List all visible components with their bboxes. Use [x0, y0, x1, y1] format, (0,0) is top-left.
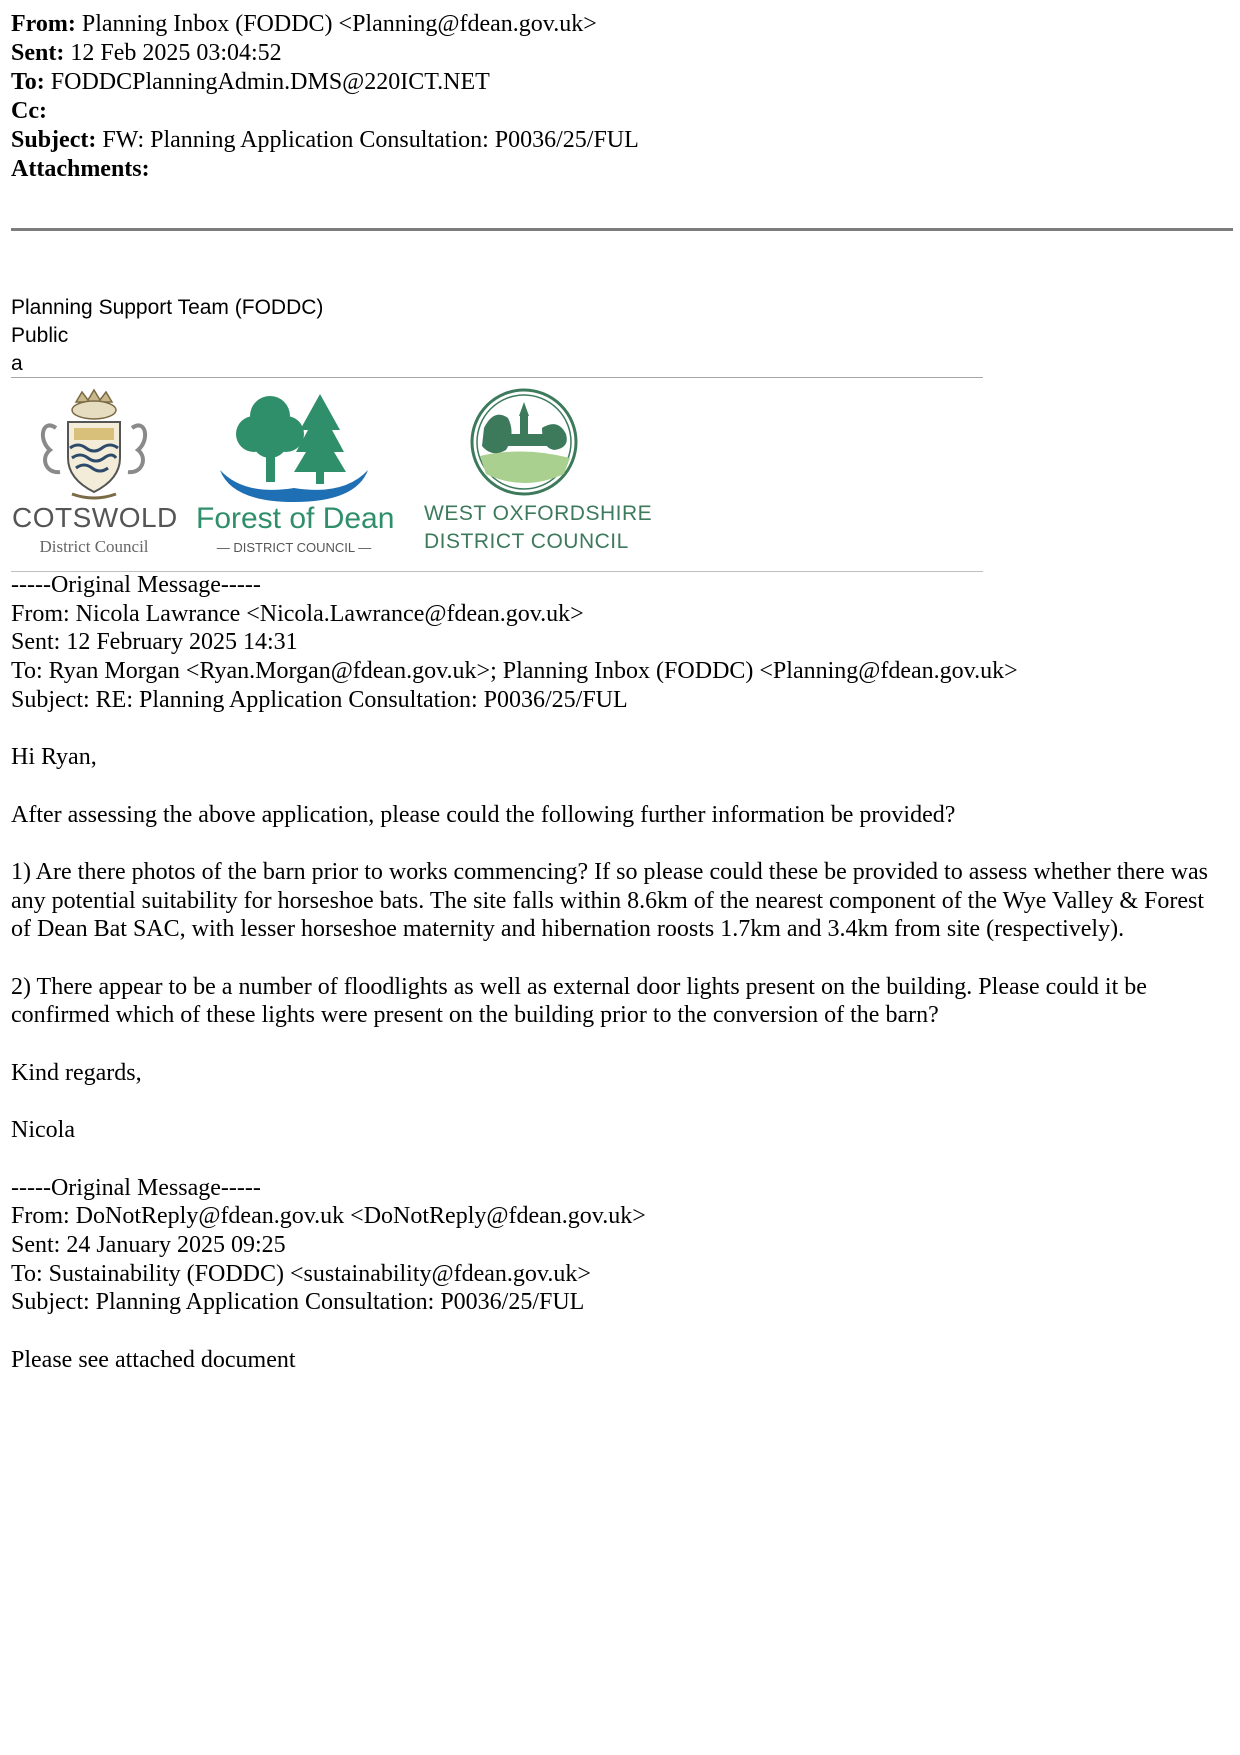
original2-subject: Subject: Planning Application Consultation: P0036/25/FUL: [11, 1289, 585, 1316]
point-two-paragraph: 2) There appear to be a number of floodlights as well as external door lights present on the building. Please could it be confirmed which of these lights were present on the building prior to the conversion of the barn?: [11, 973, 1147, 1029]
cotswold-logo: [12, 388, 176, 560]
sender-name: Nicola: [11, 1117, 75, 1144]
fod-name: Forest of Dean: [196, 502, 395, 535]
closing: Kind regards,: [11, 1059, 142, 1086]
original2-sent: Sent: 24 January 2025 09:25: [11, 1232, 286, 1259]
west-oxfordshire-logo: [424, 388, 653, 560]
cc-label: Cc:: [11, 98, 47, 124]
cotswold-name: COTSWOLD: [12, 502, 178, 533]
signature-text: [11, 294, 323, 378]
divider-dash-icon: —: [216, 540, 234, 555]
cotswold-crest-icon: [12, 388, 176, 506]
sent-row: [11, 39, 639, 68]
email-body: [11, 571, 1226, 1375]
subject-label: Subject:: [11, 127, 97, 153]
west-oxfordshire-emblem-icon: [424, 388, 624, 500]
original-message-separator: -----Original Message-----: [11, 572, 261, 598]
classification-label: Public: [11, 324, 69, 347]
fod-subtitle: DISTRICT COUNCIL: [233, 540, 355, 555]
sent-value: 12 Feb 2025 03:04:52: [70, 40, 282, 66]
original-sent: Sent: 12 February 2025 14:31: [11, 629, 298, 656]
original-subject: Subject: RE: Planning Application Consultation: P0036/25/FUL: [11, 686, 628, 713]
original-message-separator-2: -----Original Message-----: [11, 1174, 261, 1201]
original2-from: From: DoNotReply@fdean.gov.uk <DoNotReply@fdean.gov.uk>: [11, 1203, 646, 1230]
trees-icon: [196, 390, 392, 502]
from-label: From:: [11, 11, 76, 37]
header-divider: [11, 228, 1233, 231]
to-label: To:: [11, 69, 45, 95]
subject-row: [11, 126, 639, 155]
team-name: Planning Support Team (FODDC): [11, 296, 324, 319]
wo-name-line1: WEST OXFORDSHIRE: [424, 502, 653, 525]
original-to: To: Ryan Morgan <Ryan.Morgan@fdean.gov.uk>; Planning Inbox (FODDC) <Planning@fdean.gov.uk>: [11, 658, 1018, 685]
original-from: From: Nicola Lawrance <Nicola.Lawrance@fdean.gov.uk>: [11, 600, 584, 627]
attachments-row: [11, 155, 639, 184]
subject-value: FW: Planning Application Consultation: P0036/25/FUL: [102, 127, 639, 153]
divider-dash-icon: —: [354, 540, 372, 555]
cc-row: [11, 97, 639, 126]
original2-body: Please see attached document: [11, 1346, 296, 1373]
to-row: [11, 68, 639, 97]
sent-label: Sent:: [11, 40, 65, 66]
email-header: [11, 10, 639, 184]
greeting: Hi Ryan,: [11, 744, 97, 771]
signature-divider-top: [11, 377, 983, 378]
fod-subtitle-row: [196, 540, 392, 555]
forest-of-dean-logo: [196, 390, 395, 560]
to-value: FODDCPlanningAdmin.DMS@220ICT.NET: [50, 69, 490, 95]
original2-to: To: Sustainability (FODDC) <sustainability@fdean.gov.uk>: [11, 1260, 591, 1287]
from-row: [11, 10, 639, 39]
intro-paragraph: After assessing the above application, please could the following further information be provided?: [11, 801, 956, 828]
attachments-label: Attachments:: [11, 156, 150, 182]
from-value: Planning Inbox (FODDC) <Planning@fdean.gov.uk>: [81, 11, 597, 37]
point-one-paragraph: 1) Are there photos of the barn prior to works commencing? If so please could these be provided to assess whether there was any potential suitability for horseshoe bats. The site falls within 8.6km of the nearest component of the Wye Valley & Forest of Dean Bat SAC, with lesser horseshoe maternity and hibernation roosts 1.7km and 3.4km from site (respectively).: [11, 858, 1208, 943]
wo-name-line2: DISTRICT COUNCIL: [424, 530, 629, 553]
cotswold-subtitle: District Council: [39, 537, 149, 556]
stray-text: a: [11, 352, 23, 375]
